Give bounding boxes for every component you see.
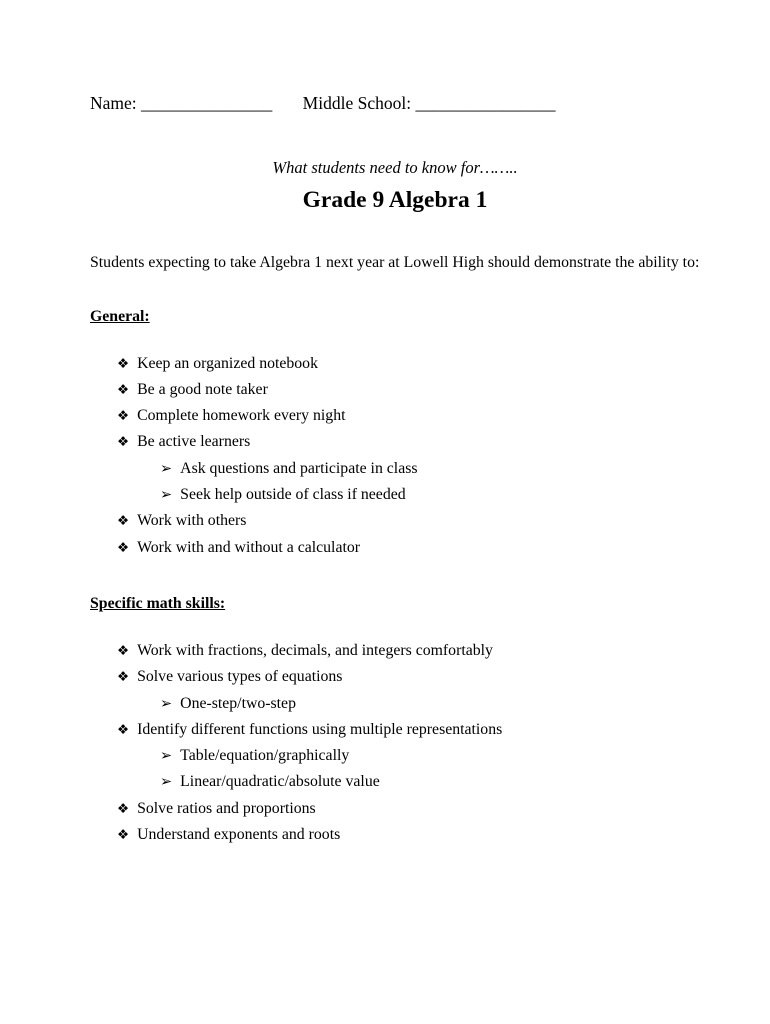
list-item-text: Complete homework every night [137,407,346,425]
diamond-bullet-icon: ❖ [117,669,130,686]
school-label: Middle School: [302,93,412,113]
list-item-text: Table/equation/graphically [180,747,350,765]
list-item-text: One-step/two-step [180,694,296,712]
school-blank: ________________ [415,93,556,113]
arrow-bullet-icon: ➢ [160,748,173,765]
list-item [90,535,700,561]
list-item [90,377,700,403]
diamond-bullet-icon: ❖ [117,434,130,451]
arrow-bullet-icon: ➢ [160,487,173,504]
list-subitem [90,482,700,508]
list-item-text: Be active learners [137,433,251,451]
document-title: Grade 9 Algebra 1 [302,187,488,213]
diamond-bullet-icon: ❖ [117,381,130,398]
diamond-bullet-icon: ❖ [117,355,130,372]
name-label: Name: [90,93,137,113]
name-school-line [90,93,700,114]
list-item-text: Work with others [137,512,247,530]
list-item-text: Understand exponents and roots [137,825,341,843]
list-item [90,429,700,455]
intro-paragraph: Students expecting to take Algebra 1 next year at Lowell High should demonstrate the ability to: [90,254,700,271]
diamond-bullet-icon: ❖ [117,721,130,738]
diamond-bullet-icon: ❖ [117,539,130,556]
list-item-text: Linear/quadratic/absolute value [180,773,380,791]
list-item-text: Work with and without a calculator [137,538,361,556]
diamond-bullet-icon: ❖ [117,513,130,530]
list-item [90,351,700,377]
list-item-text: Solve ratios and proportions [137,799,316,817]
arrow-bullet-icon: ➢ [160,774,173,791]
arrow-bullet-icon: ➢ [160,460,173,477]
name-blank: _______________ [141,93,273,113]
arrow-bullet-icon: ➢ [160,695,173,712]
document-subtitle: What students need to know for…….. [272,158,518,177]
diamond-bullet-icon: ❖ [117,800,130,817]
diamond-bullet-icon: ❖ [117,642,130,659]
section-heading-general: General: [90,307,150,325]
list-subitem [90,743,700,769]
list-item [90,664,700,690]
list-item-text: Keep an organized notebook [137,354,318,372]
list-item [90,717,700,743]
list-item-text: Ask questions and participate in class [180,459,418,477]
list-subitem [90,769,700,795]
diamond-bullet-icon: ❖ [117,826,130,843]
list-item-text: Solve various types of equations [137,668,343,686]
diamond-bullet-icon: ❖ [117,408,130,425]
general-list [90,351,700,561]
specific-math-skills-list [90,638,700,848]
list-item [90,403,700,429]
list-item [90,796,700,822]
list-item-text: Work with fractions, decimals, and integers comfortably [137,641,493,659]
list-subitem [90,456,700,482]
list-item [90,638,700,664]
list-item [90,508,700,534]
section-heading-specific-math-skills: Specific math skills: [90,594,226,612]
list-item [90,822,700,848]
list-item-text: Identify different functions using multiple representations [137,720,503,738]
list-subitem [90,691,700,717]
list-item-text: Be a good note taker [137,380,268,398]
list-item-text: Seek help outside of class if needed [180,486,406,504]
